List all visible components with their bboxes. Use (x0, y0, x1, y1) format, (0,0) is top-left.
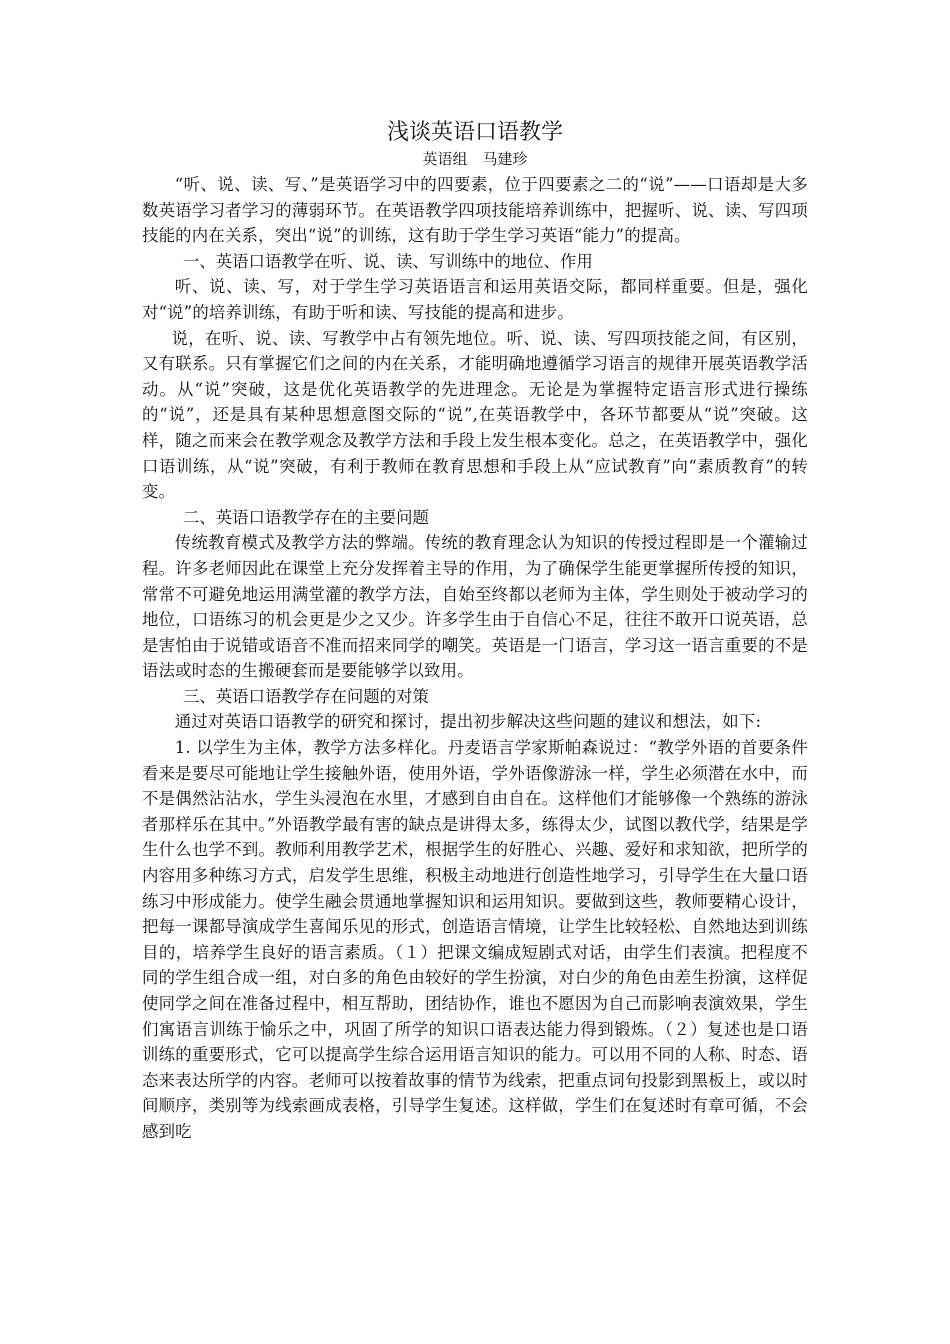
section-1-heading: 一、英语口语教学在听、说、读、写训练中的地位、作用 (183, 251, 593, 271)
section-3-paragraph-1: 通过对英语口语教学的研究和探讨，提出初步解决这些问题的建议和想法，如下: (174, 712, 762, 732)
document-page (142, 118, 808, 1145)
section-1-paragraph-1: 听、说、读、写，对于学生学习英语语言和运用英语交际，都同样重要。但是，强化对“说”的培养训练，有助于听和读、写技能的提高和进步。 (142, 277, 808, 322)
section-1-paragraph-2: 说，在听、说、读、写教学中占有领先地位。听、说、读、写四项技能之间，有区别，又有联系。只有掌握它们之间的内在关系，才能明确地遵循学习语言的规律开展英语教学活动。从“说”突破，这是优化英语教学的先进理念。无论是为掌握特定语言形式进行操练的“说”，还是具有某种思想意图交际的“说”,在英语教学中，各环节都要从“说”突破。这样，随之而来会在教学观念及教学方法和手段上发生根本变化。总之，在英语教学中，强化口语训练，从“说”突破，有利于教师在教育思想和手段上从“应试教育”向“素质教育”的转变。 (142, 328, 808, 502)
document-author: 英语组 马建珍 (422, 150, 528, 168)
section-3-paragraph-2: 1. 以学生为主体，教学方法多样化。丹麦语言学家斯帕森说过：“教学外语的首要条件看来是要尽可能地让学生接触外语，使用外语，学外语像游泳一样，学生必须潜在水中，而不是偶然沾沾水，学生头浸泡在水里，才感到自由自在。这样他们才能够像一个熟练的游泳者那样乐在其中。”外语教学最有害的缺点是讲得太多，练得太少，试图以教代学，结果是学生什么也学不到。教师利用教学艺术，根据学生的好胜心、兴趣、爱好和求知欲，把所学的内容用多种练习方式，启发学生思维，积极主动地进行创造性地学习，引导学生在大量口语练习中形成能力。使学生融会贯通地掌握知识和运用知识。要做到这些，教师要精心设计，把每一课都导演成学生喜闻乐见的形式，创造语言情境，让学生比较轻松、自然地达到训练目的，培养学生良好的语言素质。（１）把课文编成短剧式对话，由学生们表演。把程度不同的学生组合成一组，对白多的角色由较好的学生扮演，对白少的角色由差生扮演，这样促使同学之间在准备过程中，相互帮助，团结协作，谁也不愿因为自己而影响表演效果，学生们寓语言训练于愉乐之中，巩固了所学的知识口语表达能力得到锻炼。（２）复述也是口语训练的重要形式，它可以提高学生综合运用语言知识的能力。可以用不同的人称、时态、语态来表达所学的内容。老师可以按着故事的情节为线索，把重点词句投影到黑板上，或以时间顺序，类别等为线索画成表格，引导学生复述。这样做，学生们在复述时有章可循，不会感到吃 (142, 738, 808, 1141)
document-title: 浅谈英语口语教学 (386, 120, 563, 145)
section-2-heading: 二、英语口语教学存在的主要问题 (183, 507, 429, 527)
intro-paragraph: “听、说、读、写、”是英语学习中的四要素，位于四要素之二的“说”——口语却是大多数英语学习者学习的薄弱环节。在英语教学四项技能培养训练中，把握听、说、读、写四项技能的内在关系，突出“说”的训练，这有助于学生学习英语“能力”的提高。 (142, 175, 808, 246)
section-2-paragraph-1: 传统教育模式及教学方法的弊端。传统的教育理念认为知识的传授过程即是一个灌输过程。许多老师因此在课堂上充分发挥着主导的作用，为了确保学生能更掌握所传授的知识，常常不可避免地运用满堂灌的教学方法，自始至终都以老师为主体，学生则处于被动学习的地位，口语练习的机会更是少之又少。许多学生由于自信心不足，往往不敢开口说英语，总是害怕由于说错或语音不准而招来同学的嘲笑。英语是一门语言，学习这一语言重要的不是语法或时态的生搬硬套而是要能够学以致用。 (142, 533, 808, 681)
section-3-heading: 三、英语口语教学存在问题的对策 (183, 686, 429, 706)
